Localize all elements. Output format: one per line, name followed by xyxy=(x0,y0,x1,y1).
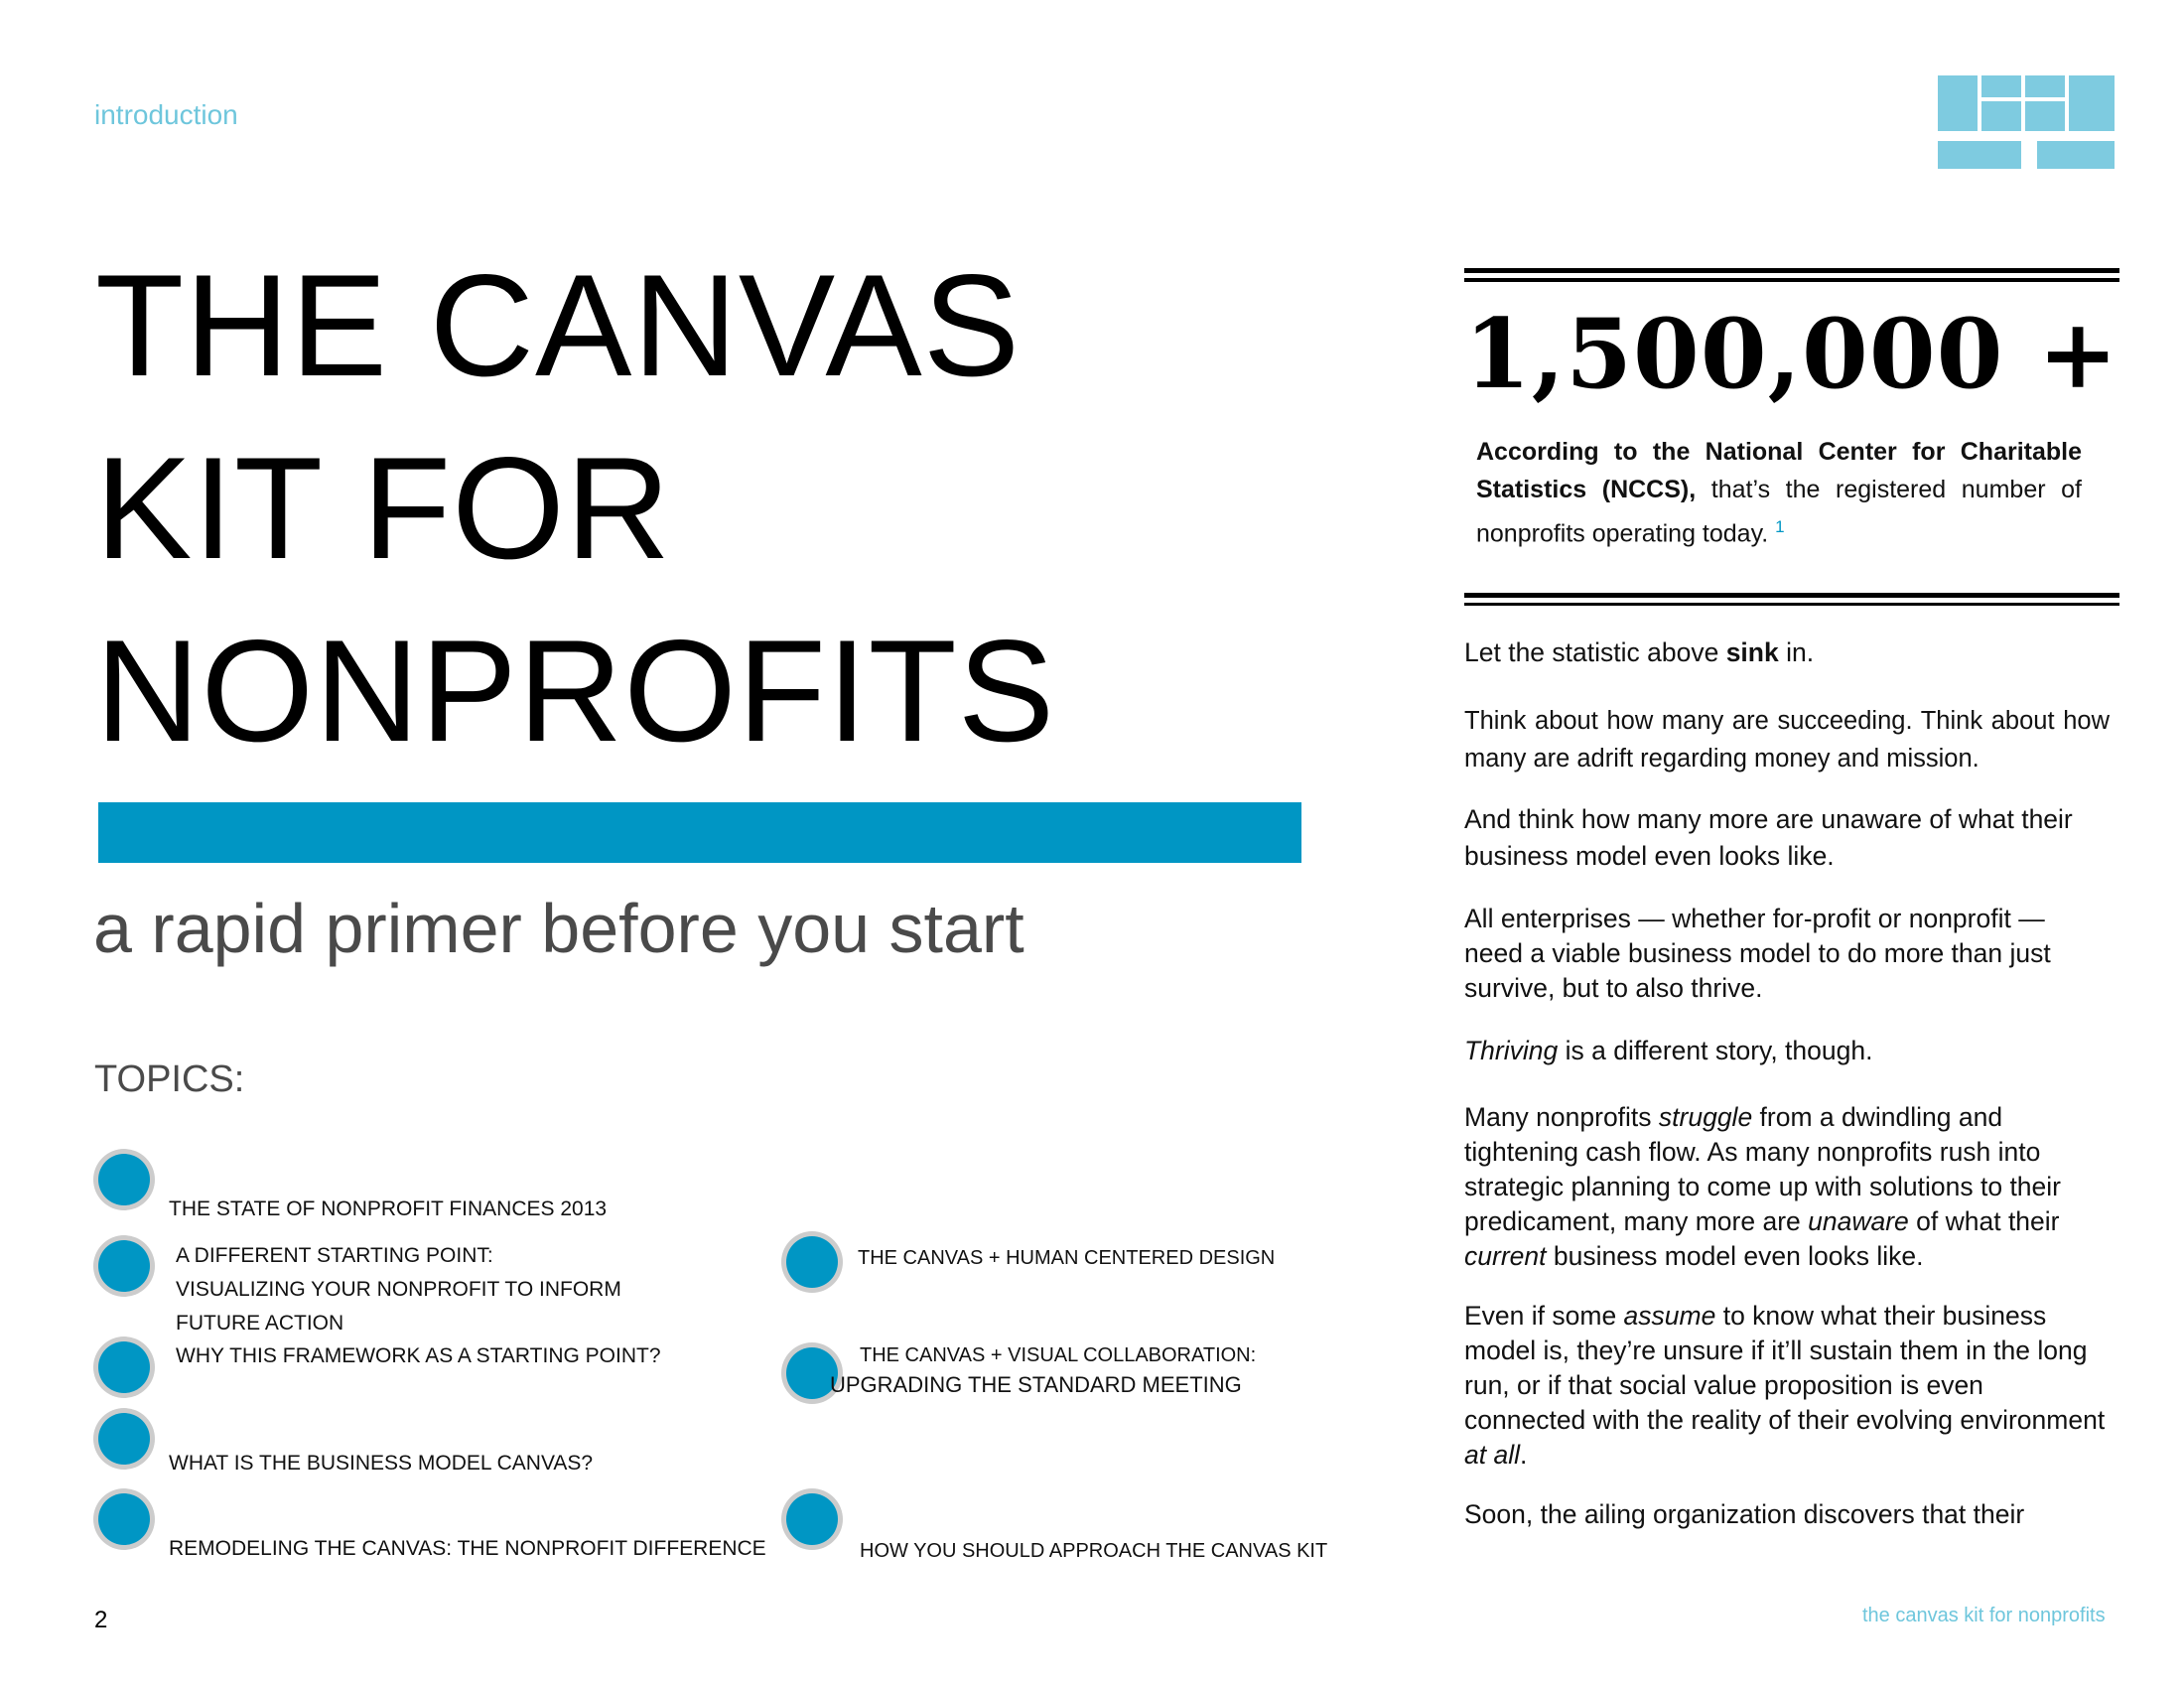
topic-item: THE CANVAS + HUMAN CENTERED DESIGN xyxy=(858,1247,1276,1269)
page-title xyxy=(95,234,1287,782)
topic-item: HOW YOU SHOULD APPROACH THE CANVAS KIT xyxy=(860,1540,1328,1562)
divider xyxy=(1464,603,2119,606)
text: Let the statistic above xyxy=(1464,637,1726,667)
topic-item xyxy=(830,1340,1256,1400)
topic-line: A DIFFERENT STARTING POINT: xyxy=(176,1244,493,1267)
circle-bullet-icon xyxy=(98,1493,150,1545)
section-label: introduction xyxy=(94,99,238,130)
text: of what their xyxy=(1908,1206,2060,1236)
title-line-3: NONPROFITS xyxy=(95,610,1056,772)
circle-bullet-icon xyxy=(98,1154,150,1205)
body-paragraph: Soon, the ailing organization discovers that their xyxy=(1464,1499,2025,1529)
emphasis: struggle xyxy=(1658,1102,1753,1132)
title-line-1: THE CANVAS xyxy=(95,244,1022,406)
topic-item: REMODELING THE CANVAS: THE NONPROFIT DIFFERENCE xyxy=(169,1537,766,1560)
title-line-2: KIT FOR xyxy=(95,427,672,589)
text: from a dwindling and tightening cash flow. As many nonprofits rush into strategic planning to come up with solutions to their predicament, many more are xyxy=(1464,1102,2061,1236)
body-paragraph xyxy=(1464,635,2110,670)
text: business model even looks like. xyxy=(1546,1241,1924,1271)
circle-bullet-icon xyxy=(98,1240,150,1292)
body-paragraph: Think about how many are succeeding. Think about how many are adrift regarding money and mission. xyxy=(1464,707,2110,773)
footnote-marker[interactable]: 1 xyxy=(1775,517,1785,536)
topic-line: THE CANVAS + VISUAL COLLABORATION: xyxy=(860,1344,1257,1366)
topic-item xyxy=(176,1239,621,1340)
divider xyxy=(1464,278,2119,282)
emphasis: sink xyxy=(1725,637,1779,667)
body-paragraph xyxy=(1464,1100,2110,1274)
emphasis: assume xyxy=(1623,1301,1716,1331)
circle-bullet-icon xyxy=(786,1236,838,1288)
emphasis: Thriving xyxy=(1464,1036,1559,1065)
subtitle: a rapid primer before you start xyxy=(93,890,1024,967)
text: in. xyxy=(1778,637,1815,667)
text: Even if some xyxy=(1464,1301,1624,1331)
statistic-caption xyxy=(1476,433,2082,552)
emphasis: at all xyxy=(1464,1440,1520,1470)
topic-line: VISUALIZING YOUR NONPROFIT TO INFORM xyxy=(176,1278,621,1301)
divider xyxy=(1464,268,2119,273)
topics-heading: TOPICS: xyxy=(94,1058,245,1100)
statistic-caption-text: that’s the registered number of nonprofits operating today. xyxy=(1476,476,2082,548)
body-paragraph: All enterprises — whether for-profit or nonprofit — need a viable business model to do more than just survive, but to also thrive. xyxy=(1464,904,2051,1003)
circle-bullet-icon xyxy=(98,1341,150,1393)
topic-item: THE STATE OF NONPROFIT FINANCES 2013 xyxy=(169,1197,608,1220)
statistic-source: According to the National Center for Charitable Statistics (NCCS), xyxy=(1476,438,2082,503)
text: is a different story, though. xyxy=(1558,1036,1873,1065)
text: to know what their business model is, they’re unsure if it’ll sustain them in the long run, or if that social value proposition is even connected with the reality of their evolving environment xyxy=(1464,1301,2106,1435)
circle-bullet-icon xyxy=(786,1493,838,1545)
body-paragraph xyxy=(1464,1299,2110,1473)
body-paragraph xyxy=(1464,1034,2110,1068)
emphasis: current xyxy=(1464,1241,1547,1271)
topic-line: UPGRADING THE STANDARD MEETING xyxy=(830,1372,1242,1397)
topic-item: WHY THIS FRAMEWORK AS A STARTING POINT? xyxy=(176,1344,661,1367)
grid-logo-icon xyxy=(1938,75,2115,169)
body-paragraph: And think how many more are unaware of what their business model even looks like. xyxy=(1464,804,2073,871)
page-number: 2 xyxy=(94,1607,108,1633)
running-footer: the canvas kit for nonprofits xyxy=(1862,1605,2106,1626)
text: . xyxy=(1519,1440,1528,1470)
divider xyxy=(1464,593,2119,598)
statistic-value: 1,500,000 + xyxy=(1464,298,2119,410)
topic-item: WHAT IS THE BUSINESS MODEL CANVAS? xyxy=(169,1452,594,1475)
topic-line: FUTURE ACTION xyxy=(176,1312,344,1335)
emphasis: unaware xyxy=(1808,1206,1909,1236)
circle-bullet-icon xyxy=(98,1413,150,1465)
accent-bar xyxy=(98,802,1301,863)
text: Many nonprofits xyxy=(1464,1102,1659,1132)
